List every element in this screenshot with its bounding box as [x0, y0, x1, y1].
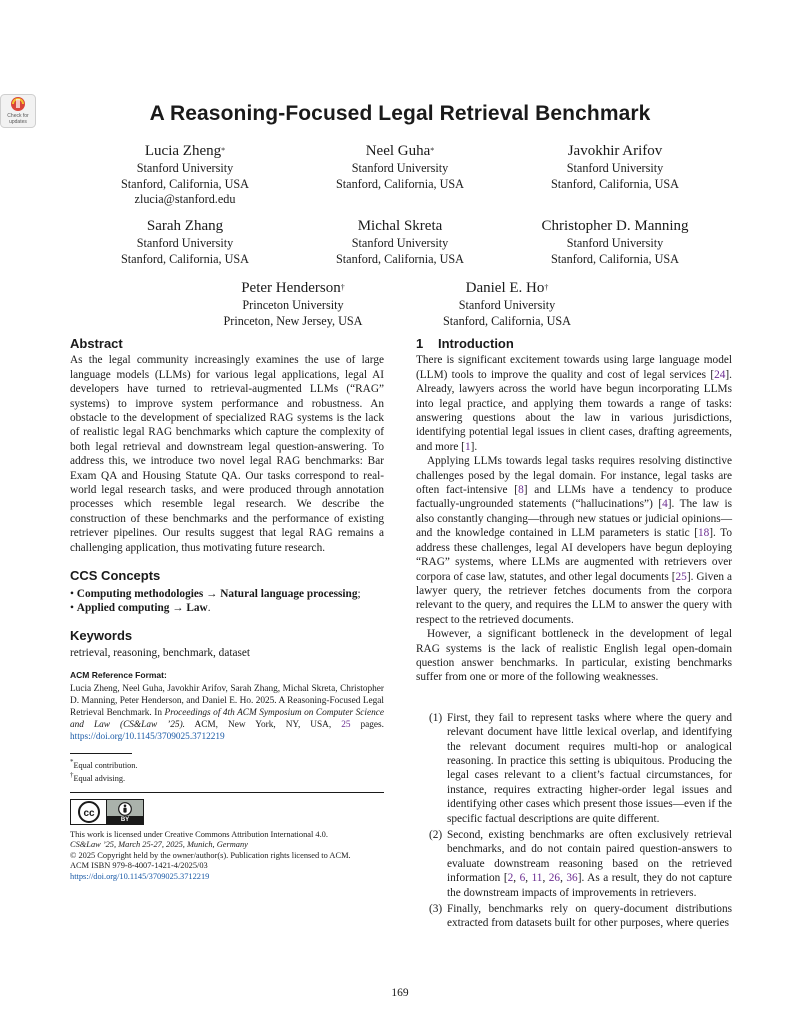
paper-title: A Reasoning-Focused Legal Retrieval Benchmark — [149, 102, 651, 125]
footnote: *Equal contribution. — [70, 758, 138, 770]
citation-link[interactable]: 2 — [507, 872, 514, 885]
author-location: Princeton, New Jersey, USA — [223, 313, 363, 328]
abstract-heading: Abstract — [70, 336, 123, 351]
conference-info: CS&Law ’25, March 25-27, 2025, Munich, Germany — [70, 840, 248, 850]
author-affiliation: Stanford University — [351, 161, 449, 175]
ccs-list — [70, 587, 384, 616]
author-name: Christopher D. Manning — [541, 218, 689, 234]
license-divider — [70, 792, 384, 793]
author-block — [75, 217, 295, 267]
author-block — [290, 142, 510, 192]
citation-link[interactable]: 6 — [519, 872, 526, 885]
footnote-divider — [70, 753, 132, 754]
author-block — [505, 142, 725, 192]
author-location: Stanford, California, USA — [551, 176, 679, 191]
author-location: Stanford, California, USA — [121, 176, 249, 191]
left-column — [70, 337, 384, 882]
intro-paragraph: However, a significant bottleneck in the development of legal RAG systems is the lack of realistic English legal open-domain question answer benchmarks. In particular, existing benchmarks suffer from one or more of the following weaknesses. — [416, 628, 732, 684]
citation-link[interactable]: 8 — [518, 484, 524, 497]
citation-link[interactable]: 26 — [548, 872, 561, 885]
ccs-item: • Computing methodologies → Natural language processing; — [70, 587, 361, 600]
list-item: (2) Second, existing benchmarks are often exclusively retrieval benchmarks, and do not contain paired question-answers to evaluate downstream reasoning based on the retrieved information [2, 6, 11, 26, 36]. As a result, they do not capture the downstream impacts of improvements in retrievers. — [429, 829, 733, 899]
author-location: Stanford, California, USA — [336, 251, 464, 266]
right-column — [416, 337, 732, 933]
author-affiliation: Stanford University — [566, 161, 664, 175]
license-doi-link[interactable]: https://doi.org/10.1145/3709025.3712219 — [70, 871, 210, 881]
badge-label: Check for updates — [7, 113, 29, 125]
intro-paragraph: Applying LLMs towards legal tasks requires resolving distinctive challenges posed by the legal domain. For instance, legal tasks are often fact-intensive [8] and LLMs have a tendency to produce factually-ungrounded statements (“hallucinations”) [4]. The law is also constantly changing—through new statues or judicial opinions—and the knowledge contained in LLM parameters is static [18]. To address these challenges, legal AI developers have begun deploying “RAG” systems, where LLMs are augmented with retrievers over corpora of case law, statutes, and other legal documents [25]. Given a lawyer query, the retriever fetches documents from the corpora relevant to the query, and requires the LLM to answer the query with respect to the retrieved documents. — [416, 455, 733, 626]
author-affiliation: Stanford University — [136, 161, 234, 175]
by-attribution-icon: BY — [107, 800, 143, 824]
list-item: (1) First, they fail to represent tasks where where the query and relevant document have little lexical overlap, and identifying the relevant document requires multi-hop or analogical reasoning. In practice this setting is ubiquitous. Producing the legal cases relevant to a client’s factual circumstances, for instance, requires extracting higher-order legal issues and identifying other cases which present those issues—even if the specific factual descriptions are quite different. — [429, 711, 732, 825]
author-block — [397, 279, 617, 329]
pages-link[interactable]: 25 — [341, 719, 351, 730]
isbn-text: ACM ISBN 979-8-4007-1421-4/2025/03 — [70, 861, 208, 871]
author-affiliation: Stanford University — [566, 236, 664, 250]
author-location: Stanford, California, USA — [121, 251, 249, 266]
author-location: Stanford, California, USA — [551, 251, 679, 266]
keywords-heading: Keywords — [70, 628, 133, 644]
citation-link[interactable]: 4 — [662, 498, 668, 511]
author-block — [290, 217, 510, 267]
citation-link[interactable]: 25 — [675, 570, 687, 583]
citation-link[interactable]: 1 — [464, 440, 471, 453]
ccs-item: • Applied computing → Law. — [70, 601, 211, 614]
svg-text:cc: cc — [82, 808, 95, 820]
citation-link[interactable]: 24 — [714, 368, 726, 381]
acm-reference-text: Lucia Zheng, Neel Guha, Javokhir Arifov, Sarah Zhang, Michal Skreta, Christopher D. Manning, Peter Henderson, and Daniel E. Ho. 2025. A Reasoning-Focused Legal Retrieval Benchmark. In Proceedings of 4th ACM Symposium on Computer Science and Law (CS&Law ’25). ACM, New York, NY, USA, 25 pages. https://doi.org/10.1145/3709025.3712219 — [70, 683, 385, 742]
citation-link[interactable]: 18 — [697, 527, 710, 540]
keywords-text: retrieval, reasoning, benchmark, dataset — [70, 646, 251, 659]
author-name: Peter Henderson† — [241, 280, 345, 296]
author-block — [505, 217, 725, 267]
author-affiliation: Princeton University — [242, 298, 344, 312]
author-location: Stanford, California, USA — [443, 313, 571, 328]
page-number: 169 — [391, 987, 409, 999]
list-item: (3) Finally, benchmarks rely on query-document distributions extracted from datasets built for other purposes, where queries — [429, 903, 732, 930]
doi-link[interactable]: https://doi.org/10.1145/3709025.3712219 — [70, 731, 225, 742]
intro-paragraph: There is significant excitement towards using large language model (LLM) tools to improve the quality and cost of legal services [24]. Already, lawyers across the world have begun incorporating LLMs into legal practice, and applying them towards a range of tasks: answering questions about the law in various jurisdictions, identifying potential legal issues in client cases, drafting agreements, and more [1]. — [416, 354, 732, 453]
weakness-list — [416, 711, 732, 931]
author-name: Lucia Zheng* — [144, 143, 226, 159]
author-affiliation: Stanford University — [136, 236, 234, 250]
author-name: Sarah Zhang — [146, 218, 224, 234]
introduction-heading: 1 Introduction — [416, 336, 514, 351]
license-text: This work is licensed under Creative Commons Attribution International 4.0. — [70, 830, 328, 840]
author-email[interactable]: zlucia@stanford.edu — [134, 192, 236, 206]
author-affiliation: Stanford University — [458, 298, 556, 312]
ccs-heading: CCS Concepts — [70, 568, 161, 584]
author-affiliation: Stanford University — [351, 236, 449, 250]
author-name: Daniel E. Ho† — [465, 280, 549, 296]
author-name: Javokhir Arifov — [567, 143, 663, 159]
footnote: †Equal advising. — [70, 771, 126, 783]
copyright-text: © 2025 Copyright held by the owner/author(s). Publication rights licensed to ACM. — [70, 850, 351, 860]
author-block — [183, 279, 403, 329]
author-name: Michal Skreta — [357, 218, 443, 234]
citation-link[interactable]: 36 — [566, 872, 578, 885]
cc-icon — [71, 800, 107, 824]
cc-by-logo[interactable] — [70, 799, 144, 825]
author-block — [75, 142, 295, 208]
acm-reference-heading: ACM Reference Format: — [70, 670, 167, 681]
author-location: Stanford, California, USA — [336, 176, 464, 191]
abstract-text: As the legal community increasingly examines the use of large language models (LLMs) for various legal applications, legal AI developers have turned to retrieval-augmented LLMs (“RAG” systems) to improve system performance and robustness. An obstacle to the development of specialized RAG systems is the lack of realistic legal RAG benchmarks which capture the complexity of both legal retrieval and downstream legal question-answering. To address this, we introduce two novel legal RAG benchmarks: Bar Exam QA and Housing Statute QA. Our tasks correspond to real-world legal research tasks, and were produced through annotation processes which resemble legal research. We describe the construction of these benchmarks and the performance of existing retriever pipelines. Our results suggest that legal RAG remains a challenging application, thus motivating future research. — [70, 354, 384, 554]
author-name: Neel Guha* — [365, 143, 435, 159]
citation-link[interactable]: 11 — [531, 872, 543, 885]
